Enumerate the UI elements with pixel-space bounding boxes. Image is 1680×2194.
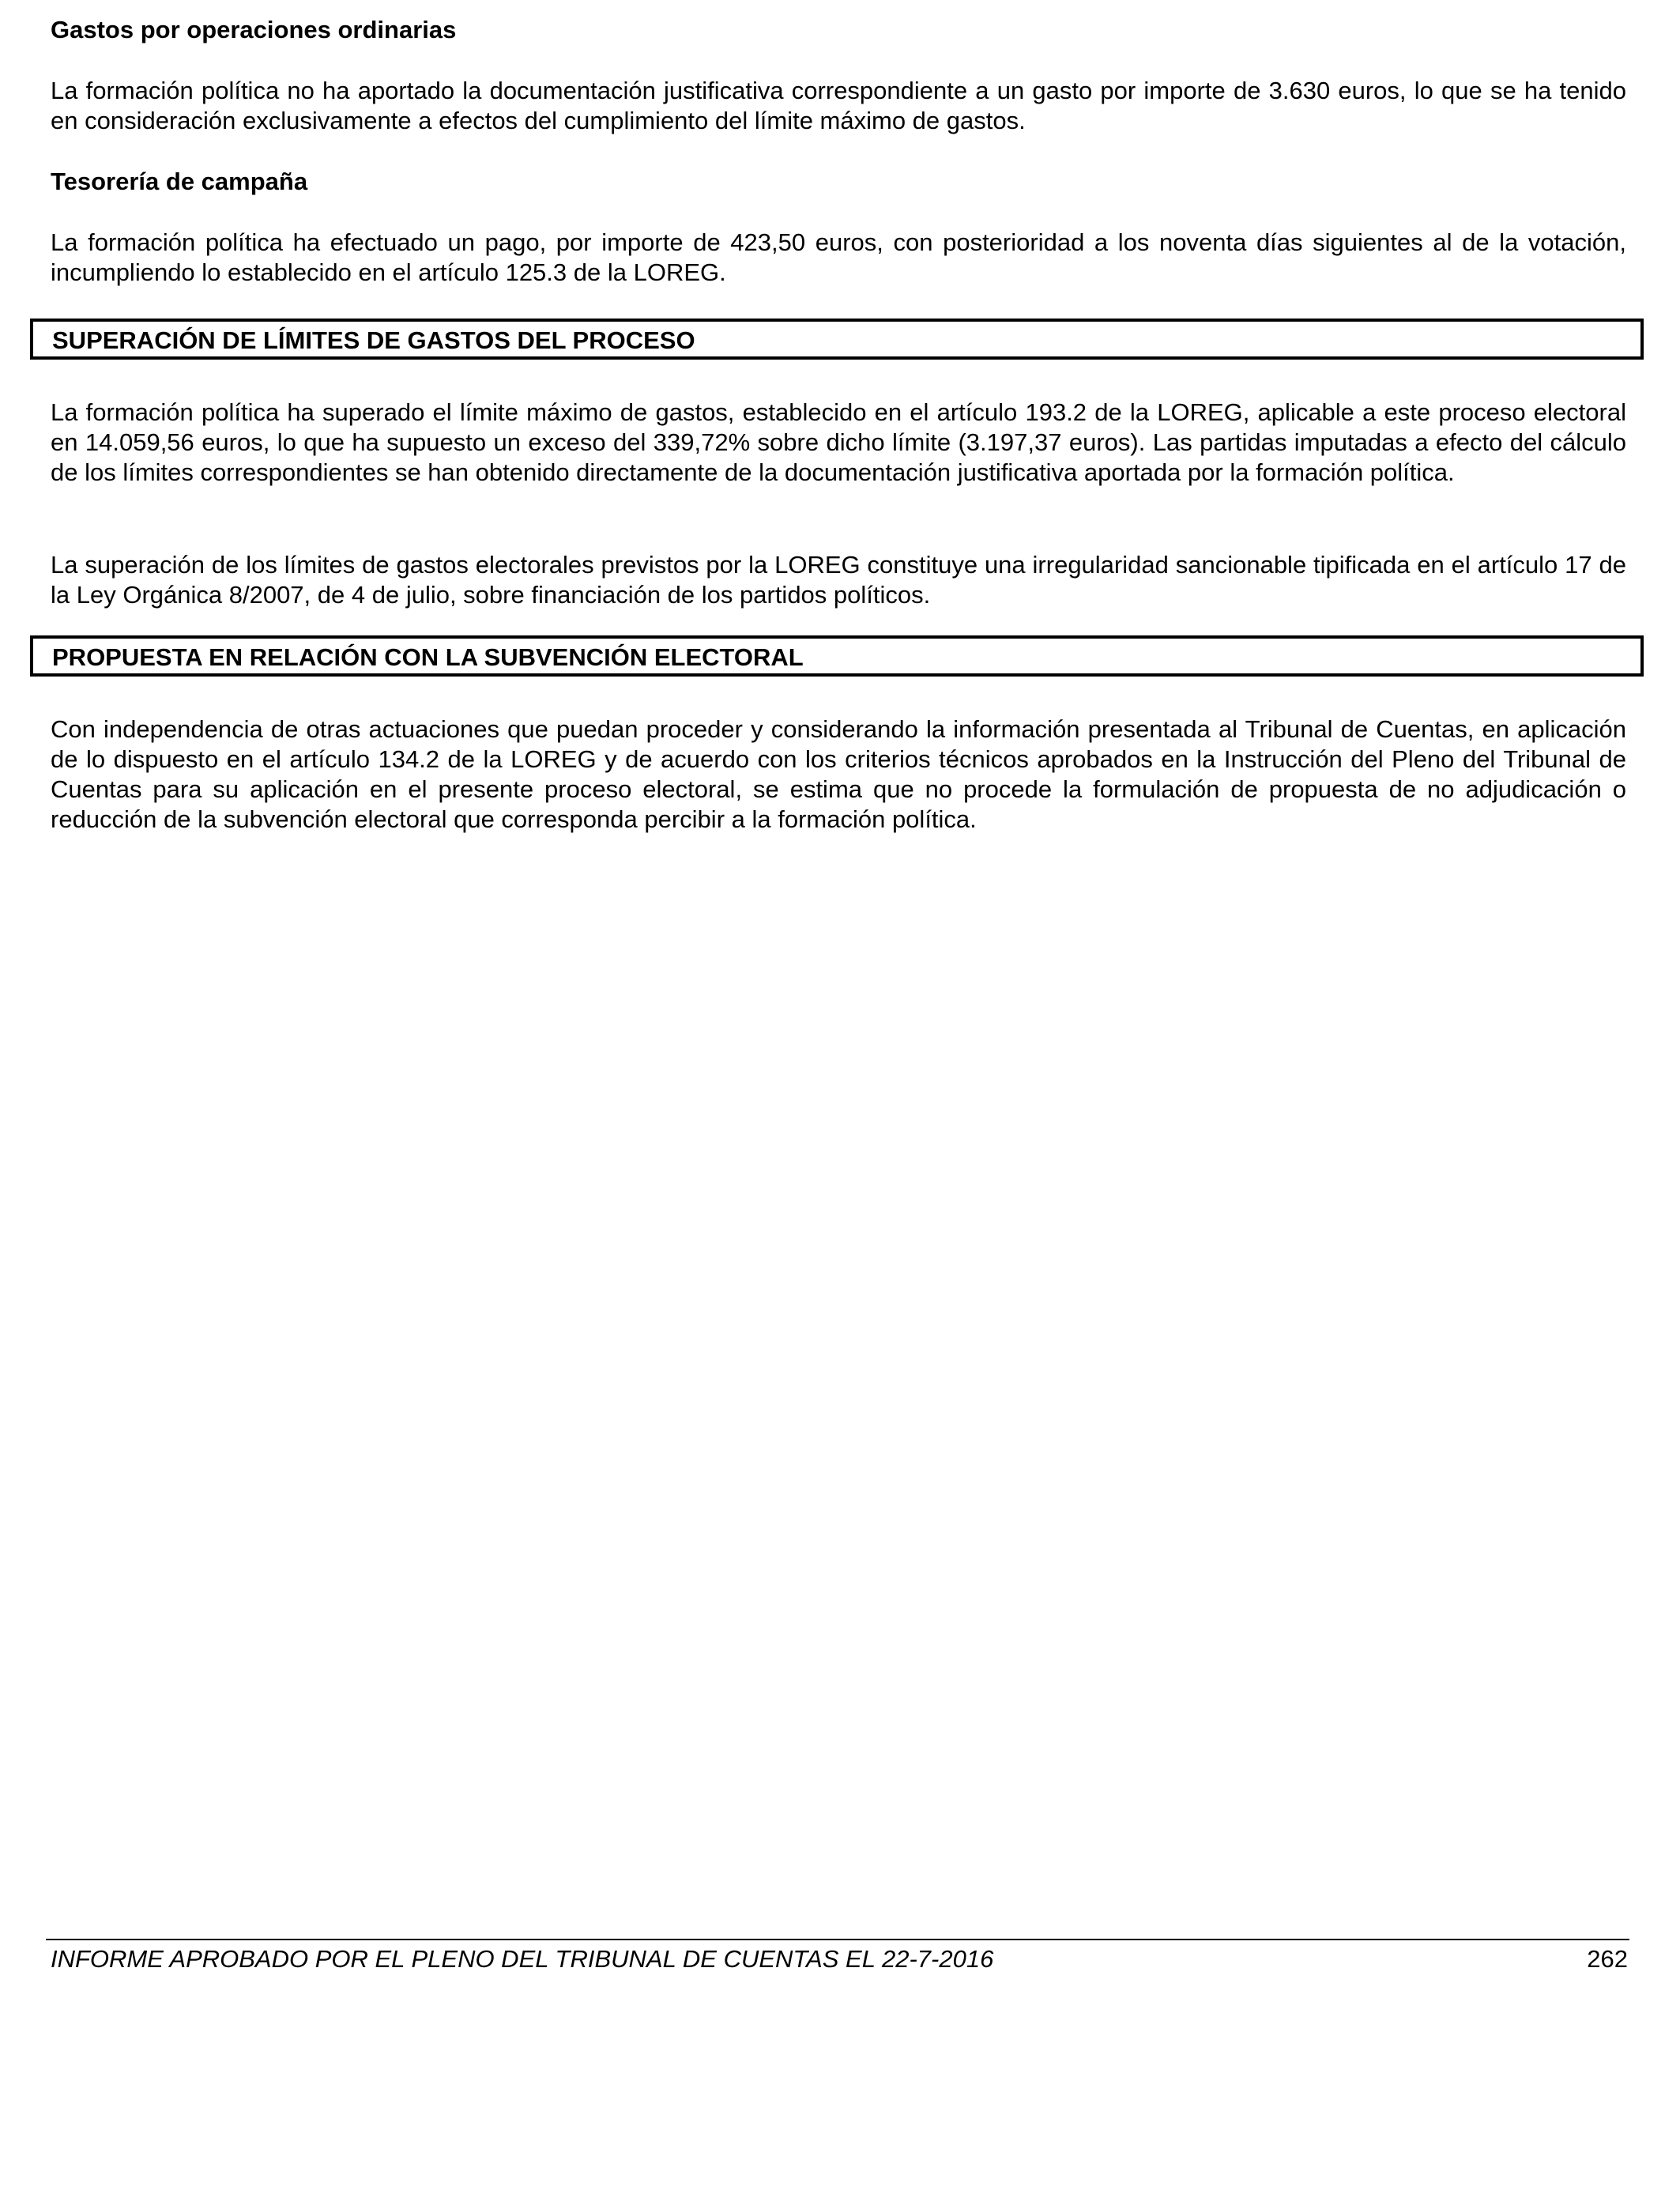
section-header-superacion bbox=[30, 319, 1644, 360]
footer-report-approval: INFORME APROBADO POR EL PLENO DEL TRIBUNAL DE CUENTAS EL 22-7-2016 bbox=[51, 1945, 994, 1973]
paragraph-propuesta: Con independencia de otras actuaciones que puedan proceder y considerando la información presentada al Tribunal de Cuentas, en aplicación de lo dispuesto en el artículo 134.2 de la LOREG y de acuerdo con los criterios técnicos aprobados en la Instrucción del Pleno del Tribunal de Cuentas para su aplicación en el presente proceso electoral, se estima que no procede la formulación de propuesta de no adjudicación o reducción de la subvención electoral que corresponda percibir a la formación política. bbox=[51, 715, 1626, 833]
heading-tesoreria: Tesorería de campaña bbox=[51, 168, 308, 195]
page-number: 262 bbox=[1587, 1945, 1628, 1973]
paragraph-tesoreria: La formación política ha efectuado un pago, por importe de 423,50 euros, con posterioridad a los noventa días siguientes al de la votación, incumpliendo lo establecido en el artículo 125.3 de la LOREG. bbox=[51, 228, 1626, 286]
heading-gastos-ordinarias: Gastos por operaciones ordinarias bbox=[51, 16, 457, 43]
footer-divider bbox=[46, 1939, 1629, 1940]
section-header-propuesta bbox=[30, 635, 1644, 677]
paragraph-superacion-2: La superación de los límites de gastos electorales previstos por la LOREG constituye una irregularidad sancionable tipificada en el artículo 17 de la Ley Orgánica 8/2007, de 4 de julio, sobre financiación de los partidos políticos. bbox=[51, 551, 1626, 609]
paragraph-superacion-1: La formación política ha superado el límite máximo de gastos, establecido en el artículo 193.2 de la LOREG, aplicable a este proceso electoral en 14.059,56 euros, lo que ha supuesto un exceso del 339,72% sobre dicho límite (3.197,37 euros). Las partidas imputadas a efecto del cálculo de los límites correspondientes se han obtenido directamente de la documentación justificativa aportada por la formación política. bbox=[51, 398, 1626, 486]
section-title-propuesta: PROPUESTA EN RELACIÓN CON LA SUBVENCIÓN ELECTORAL bbox=[52, 643, 804, 671]
section-title-superacion: SUPERACIÓN DE LÍMITES DE GASTOS DEL PROCESO bbox=[52, 326, 695, 354]
paragraph-gastos-ordinarias: La formación política no ha aportado la documentación justificativa correspondiente a un gasto por importe de 3.630 euros, lo que se ha tenido en consideración exclusivamente a efectos del cumplimiento del límite máximo de gastos. bbox=[51, 77, 1626, 134]
